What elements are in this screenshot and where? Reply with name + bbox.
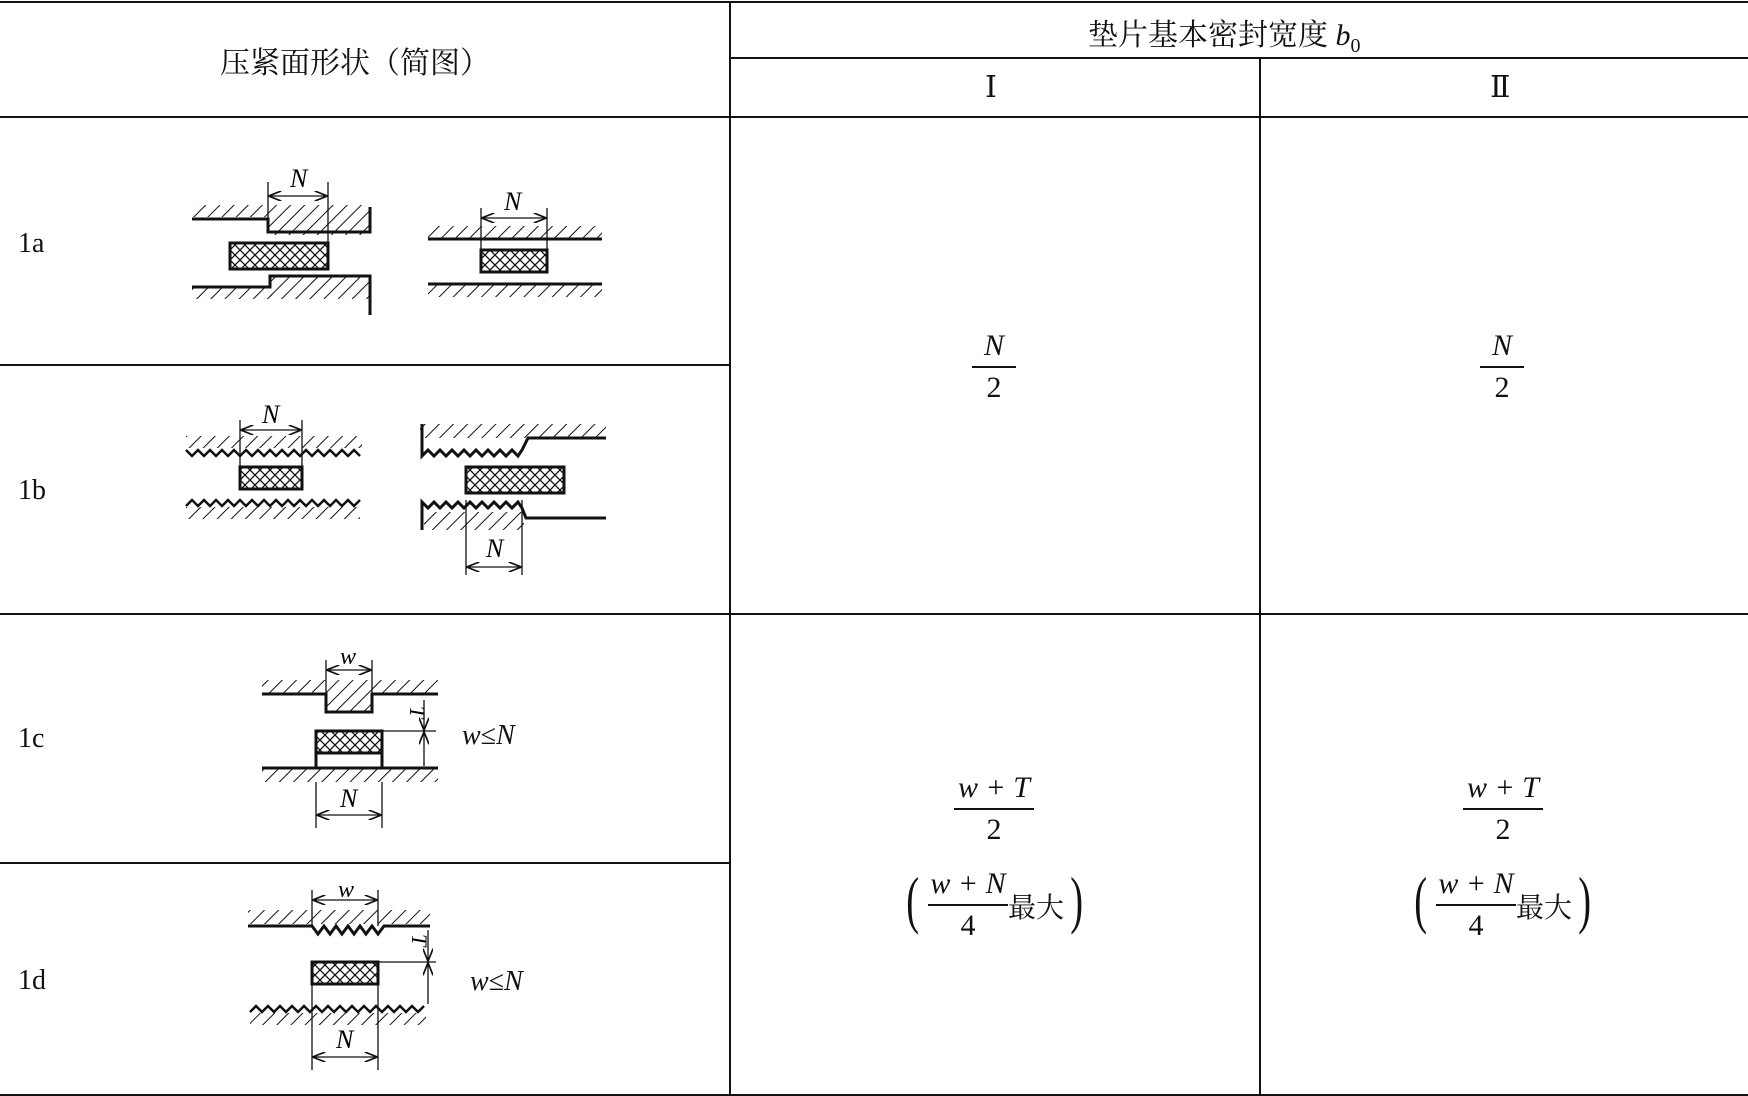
row-label-1b: 1b	[18, 475, 46, 506]
formula-cd-I-num: w + T	[958, 771, 1030, 804]
condition-1d	[470, 966, 523, 998]
header-col-II: Ⅱ	[1490, 71, 1511, 104]
diagram-1b-left	[186, 420, 362, 519]
row-label-1d: 1d	[18, 965, 46, 996]
dim-1d-w: w	[338, 877, 355, 903]
dim-1c-N: N	[340, 784, 358, 813]
dim-1d-T: T	[407, 934, 432, 947]
row-label-1a: 1a	[18, 228, 45, 259]
formula-ab-I-den: 2	[986, 371, 1002, 404]
condition-1c	[462, 720, 515, 752]
formula-ab-II	[1480, 328, 1524, 406]
formula-cd-I-den: 2	[986, 813, 1002, 846]
condition-1c-left: w	[462, 720, 481, 751]
formula-ab-I-num: N	[983, 329, 1004, 362]
dim-1d-N: N	[336, 1025, 354, 1054]
diagram-1a-left	[192, 182, 370, 315]
header-symbol-sub: 0	[1350, 35, 1361, 57]
dim-1c-T: T	[405, 706, 430, 719]
header-sealing-width-text: 垫片基本密封宽度	[1088, 19, 1328, 52]
formula-cd-I	[954, 770, 1034, 848]
header-col-I: Ⅰ	[985, 71, 997, 104]
diagram-1a-right	[428, 208, 602, 297]
sealing-width-table: 压紧面形状（简图） 垫片基本密封宽度 $b_0$ Ⅰ Ⅱ 1a 1b 1c 1d N N N N w T N w T N w≤N w≤N N 2 N 2 w + T 2 ( w + N 4 最大 ) w + T 2 ( w + N 4 最大 )	[0, 0, 1748, 1096]
formula-ab-II-den: 2	[1494, 371, 1510, 404]
header-symbol-b: b	[1335, 19, 1351, 52]
condition-1c-op: ≤	[480, 720, 497, 751]
formula-ab-I	[972, 328, 1016, 406]
condition-1c-right: N	[496, 720, 515, 751]
dim-1b-left-N: N	[262, 400, 280, 429]
diagram-1b-right	[420, 424, 606, 575]
formula-cd-II-den: 2	[1495, 813, 1511, 846]
condition-1d-right: N	[504, 966, 523, 997]
header-sealing-width	[1088, 10, 1361, 58]
dim-1a-left-N: N	[290, 164, 308, 193]
formula-cd-II-max-num: w + N	[1438, 867, 1514, 900]
face-diagrams	[0, 0, 730, 1096]
formula-cd-II-num: w + T	[1467, 771, 1539, 804]
dim-1a-right-N: N	[504, 187, 522, 216]
condition-1d-left: w	[470, 966, 489, 997]
dim-1c-w: w	[340, 644, 357, 670]
row-label-1c: 1c	[18, 723, 45, 754]
condition-1d-op: ≤	[488, 966, 505, 997]
formula-cd-I-max-num: w + N	[930, 867, 1006, 900]
formula-cd-I-max-word: 最大	[1008, 893, 1065, 924]
formula-cd-II-max-den: 4	[1468, 909, 1484, 942]
formula-cd-II	[1463, 770, 1543, 848]
dim-1b-right-N: N	[486, 534, 504, 563]
formula-cd-I-max-den: 4	[960, 909, 976, 942]
formula-cd-II-max-word: 最大	[1516, 893, 1573, 924]
header-shape: 压紧面形状（简图）	[220, 47, 490, 80]
formula-ab-II-num: N	[1491, 329, 1512, 362]
